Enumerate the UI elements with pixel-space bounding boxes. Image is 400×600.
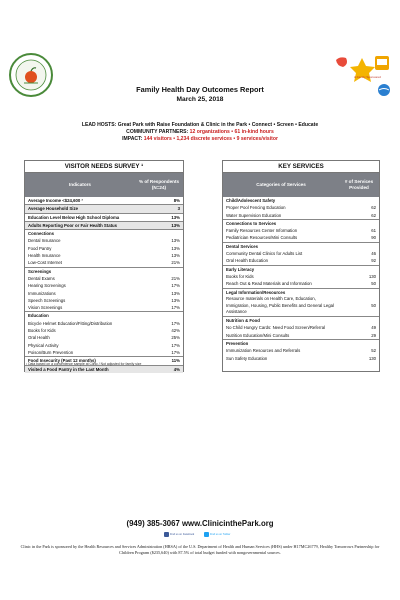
survey-footnote: ¹ Data based on a convenience sample at Clinic / Not adjusted for family size xyxy=(26,362,142,366)
inkind-hours: 61 in-kind hours xyxy=(234,129,274,136)
bullet: • xyxy=(231,136,237,143)
twitter-icon xyxy=(204,532,209,537)
contact-line: (949) 385-3067 www.ClinicinthePark.org xyxy=(126,519,274,528)
impact-label: IMPACT: xyxy=(122,136,143,143)
report-title: Family Health Day Outcomes Report xyxy=(136,85,264,94)
table-row: Low-Cost Internet 21% xyxy=(28,260,180,266)
lead-hosts-label: LEAD HOSTS: xyxy=(81,122,117,128)
table-row: Screenings xyxy=(25,267,183,275)
table-row: Prevention xyxy=(223,339,379,347)
table-row: Early Literacy xyxy=(223,265,379,273)
table-row: Family Resources Center Information 61 xyxy=(226,228,376,234)
table-row: Dental Services xyxy=(223,242,379,250)
table-row: Connections to Services xyxy=(223,219,379,227)
table-row: Reach Out & Read Materials and Information 50 xyxy=(226,281,376,287)
table-row: Bicycle Helmet Education/Fitting/Distribution 17% xyxy=(28,320,180,326)
impact-line xyxy=(0,136,400,143)
table-row: No Child Hungry Cards: Need Food Screen/Referral 49 xyxy=(226,325,376,331)
services-count: 1,234 discrete services xyxy=(176,136,232,143)
table-row: Pediatrician Resources/Mini Consults 90 xyxy=(226,235,376,241)
table-row: Legal Information/Resources xyxy=(223,288,379,296)
table-row: Sun Safety Education 130 xyxy=(226,355,376,361)
hosts-block xyxy=(0,122,400,144)
categories-header: Categories of Services xyxy=(256,182,306,187)
survey-header xyxy=(25,173,183,197)
lead-hosts-line xyxy=(0,122,400,129)
table-row: Education xyxy=(25,311,183,319)
report-date: March 25, 2018 xyxy=(176,96,224,103)
twitter-link[interactable] xyxy=(204,532,240,539)
table-row: Average Household Size 3 xyxy=(25,204,183,212)
funding-disclaimer: Clinic in the Park is sponsored by the Health Resources and Services Administration (HRSA) of the U.S. Department of Health and Human Services (HHS) under H17MC26779, Healthy Tomorrows Partnership for Children Program ($235,640) with 87.5% of total budget funded with nongovernmental sources. xyxy=(20,544,380,555)
table-row: Vision Screenings 17% xyxy=(28,305,180,311)
key-services-header xyxy=(223,173,379,197)
table-row: Adults Reporting Poor or Fair Health Status 13% xyxy=(25,221,183,229)
table-row: Water Supervision Education 62 xyxy=(226,212,376,218)
table-row: Dental Insurance 13% xyxy=(28,238,180,244)
table-row: Nutrition & Food xyxy=(223,316,379,324)
table-row: Food Pantry 13% xyxy=(28,245,180,251)
table-row: Books for Kids 42% xyxy=(28,328,180,334)
key-services-title: KEY SERVICES xyxy=(223,161,379,173)
survey-title: VISITOR NEEDS SURVEY ¹ xyxy=(25,161,183,173)
table-row: Child/Adolescent Safety xyxy=(226,198,276,203)
bullet: • xyxy=(171,136,177,143)
table-row: Visited a Food Pantry in the Last Month 4% xyxy=(25,365,183,373)
facebook-link[interactable] xyxy=(164,532,200,539)
table-row: Education Level Below High School Diploma 13% xyxy=(25,213,183,221)
visitors-count: 144 visitors xyxy=(143,136,172,143)
community-partners-line xyxy=(0,129,400,136)
table-row: Speech Screenings 13% xyxy=(28,297,180,303)
services-provided-header: # of Services Provided xyxy=(344,179,374,190)
svg-text:A Family Sponsored: A Family Sponsored xyxy=(354,75,381,79)
table-row: Poison/Burn Prevention 17% xyxy=(28,349,180,355)
table-row: Community Dental Clinics for Adults List 46 xyxy=(226,251,376,257)
respondents-header: % of Respondents (N=24) xyxy=(138,179,180,190)
table-row: Resource materials on Health Care, Education, Immigration, Housing, Public Benefits and General Legal Assistance 50 xyxy=(226,296,376,315)
bullet: • xyxy=(229,129,235,136)
table-row: Health Insurance 13% xyxy=(28,253,180,259)
lead-hosts-text: Great Park with Raise Foundation & Clinic in the Park • Connect • Screen • Educate xyxy=(117,122,319,128)
table-row: Hearing Screenings 17% xyxy=(28,283,180,289)
facebook-label: Find us on Facebook xyxy=(170,533,195,536)
table-row: Nutrition Education/Mini Consults 29 xyxy=(226,332,376,338)
table-row: Dental Exams 21% xyxy=(28,275,180,281)
table-row: Immunizations 13% xyxy=(28,290,180,296)
partners-label: COMMUNITY PARTNERS: xyxy=(126,129,189,136)
table-row: Oral Health Education 92 xyxy=(226,258,376,264)
table-row: Immunization Resources and Referrals 52 xyxy=(226,348,376,354)
visitor-needs-survey-table xyxy=(24,160,184,372)
table-row: Oral Health 25% xyxy=(28,335,180,341)
table-row: Books for Kids 130 xyxy=(226,273,376,279)
table-row: Physical Activity 17% xyxy=(28,342,180,348)
table-row: Connections xyxy=(25,229,183,237)
table-row: Proper Pool Fencing Education 62 xyxy=(226,205,376,211)
indicators-header: Indicators xyxy=(69,182,91,187)
facebook-icon xyxy=(164,532,169,537)
table-row: Food Insecurity (Past 12 months) 11% xyxy=(25,356,183,364)
twitter-label: Find us on Twitter xyxy=(210,533,231,536)
organizations-count: 12 organizations xyxy=(189,129,230,136)
table-row: Average Income <$24,600 ² 8% xyxy=(28,198,180,203)
key-services-table xyxy=(222,160,380,372)
services-per-visitor: 9 services/visitor xyxy=(236,136,278,143)
